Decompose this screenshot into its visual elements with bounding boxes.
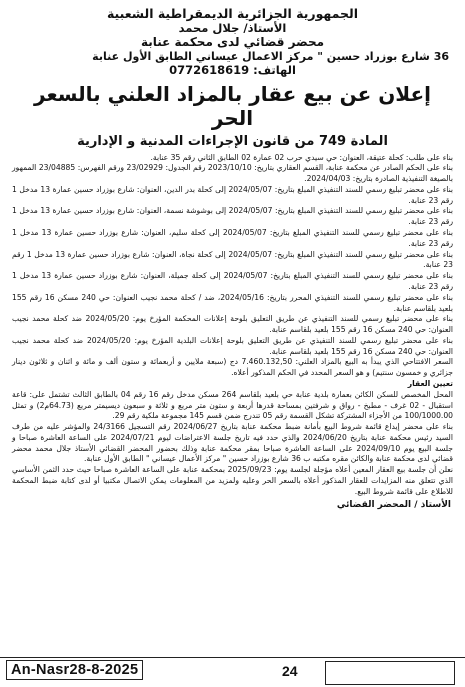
announcement-title: إعلان عن بيع عقار بالمزاد العلني بالسعر الحر [34,82,431,131]
newspaper-issue: An-Nasr28-8-2025 [6,660,143,680]
body-paragraph: بناء على محضر تبليغ رسمي للسند التنفيذي المبلغ بتاريخ: 2024/05/07 إلى كحلة بدر الدين، العنوان: شارع بوزراد حسين عمارة 13 مدخل 1 رقم 23 عنابة. [12,184,454,205]
signature-line: الأستاذ / المحضر القضائي [336,499,451,510]
body-paragraph: بناء على محضر تبليغ رسمي للسند التنفيذي المبلغ بتاريخ: 2024/05/07 إلى بوشوشة نسمة، العنوان: شارع بوزراد حسين عمارة 13 مدخل 1 رقم 23 عنابة. [12,206,454,227]
body-paragraph: بناء على محضر تبليغ رسمي للسند التنفيذي عن طريق التعليق بلوحة إعلانات البلدية المؤرخ يوم: 2024/05/20 ضد كحلة محمد نجيب العنوان: حي 240 مسكن 16 رقم 155 بلعيد بلقاسم عنابة. [12,335,453,356]
footer-box [325,661,455,685]
office-address: 36 شارع بوزراد حسين " مركز الاعمال عيساني الطابق الأول عنابة [92,49,449,63]
body-paragraph: بناء على محضر تبليغ رسمي للسند التنفيذي المبلغ بتاريخ: 2024/05/07 إلى كحلة سليم، العنوان: شارع بوزراد حسين عمارة 13 مدخل 1 رقم 23 عنابة. [12,228,453,248]
announcement-body [12,153,453,498]
opening-price-paragraph: السعر الافتتاحي الذي يبدأ به البيع بالمزاد العلني: 7.460.132,50 دج (سبعة ملايين و أربعمائة و ستون ألف و مائة و اثنان و ثلاثون دينار جزائري و خمسون سنتيم) و هو السعر المحدد في الحكم المذكور أعلاه. [12,357,453,378]
body-paragraph: بناء على الحكم الصادر عن محكمة عنابة، القسم العقاري بتاريخ: 2023/10/10 رقم الجدول: 23/02929 ورقم الفهرس: 23/04885 الممهور بالصيغة التنفيذية الصادرة بتاريخ: 2024/04/03. [12,163,454,184]
body-paragraph: بناء على محضر تبليغ رسمي للسند التنفيذي عن طريق التعليق بلوحة إعلانات المحكمة المؤرخ يوم: 2024/05/20 ضد كحلة محمد نجيب العنوان: حي 240 مسكن 16 رقم 155 بلعيد بلقاسم عنابة. [12,314,453,335]
bailiff-name: الأستاذ/ جلال محمد [178,21,287,36]
page-number: 24 [282,663,298,679]
body-paragraph: بناء على محضر تبليغ رسمي للسند التنفيذي المبلغ بتاريخ: 2024/05/07 إلى كحلة نجاة، العنوان: شارع بوزراد حسين عمارة 13 مدخل 1 رقم 23 عنابة. [12,249,454,270]
body-paragraph: بناء على محضر تبليغ رسمي للسند التنفيذي المبلغ بتاريخ: 2024/05/07 إلى كحلة جميلة، العنوان: شارع بوزراد حسين عمارة 13 مدخل 1 رقم 23 عنابة. [12,271,454,291]
closing-paragraph: بناء على محضر إيداع قائمة شروط البيع بأمانة ضبط محكمة عنابة بتاريخ 2024/06/27 رقم التسجيل 24/3166 والمؤشر عليه من طرف السيد رئيس محكمة عنابة بتاريخ 2024/06/20 والذي حدد فيه تاريخ جلسة الاعتراضات ليوم 2024/07/21 على الساعة العاشرة صباحا و جلسة البيع يوم 2024/09/10 على الساعة العاشرة صباحا بمقر محكمة عنابة وذلك بحضور المحضر القضائي الأستاذ جلال محمد محضر قضائي لدى محكمة عنابة والكائن مقره مكتبه ب 36 شارع بوزراد حسين " مركز الأعمال عيساني " الطابق الأول عنابة. [12,422,453,464]
body-paragraph: بناء على طلب: كحلة عتيقة، العنوان: حي سيدي حرب 02 عمارة 02 الطابق الثاني رقم 35 عنابة. [150,152,453,162]
property-description: المحل المخصص للسكن الكائن بعمارة بلدية عنابة حي بلعيد بلقاسم 264 مسكن مدخل رقم 16 رقم 04 بالطابق الثالث تشتمل على: قاعة استقبال - 02 غرف - مطبخ - رواق و شرفتين بمساحة قدرها أربعة و ستون متر مربع و ثلاثة و سبعون ديسيمتر مربع (64.73م2) و تمثل 100/1000.00 من الأجزاء المشتركة تشكل القسمة رقم 05 تندرج ضمن قسم 145 مجموعة ملكية رقم 29. [12,389,453,421]
property-heading: تعيين العقار [407,378,453,388]
letterhead [12,6,453,77]
legal-article: المادة 749 من قانون الإجراءات المدنية و الإدارية [77,134,388,150]
closing-paragraph: نعلن أن جلسة بيع العقار المعين أعلاه مؤجلة لجلسة يوم: 2025/09/23 بمحكمة عنابة على الساعة العاشرة صباحا حيث حدد الثمن الأساسي الذي تتعلق منه المزايدات للعقار المذكور أعلاه بالسعر الحر وعليه ولمزيد من المعلومات يمكن الاتصال مكتبيا أو لدى كتابة ضبط المحكمة للاطلاع على قائمة شروط البيع. [12,465,453,496]
republic-name: الجمهورية الجزائرية الديمقراطية الشعبية [106,6,359,21]
bailiff-court: محضر قضائي لدى محكمة عنابة [140,35,325,50]
newspaper-footer [0,657,465,687]
footer-divider [0,657,465,658]
body-paragraph: بناء على محضر تبليغ رسمي للسند التنفيذي المحرر بتاريخ: 2024/05/16، ضد / كحلة محمد نجيب العنوان: حي 240 مسكن 16 رقم 155 بلعيد بلقاسم عنابة. [12,292,453,313]
office-phone: الهاتف: 0772618619 [169,63,296,78]
